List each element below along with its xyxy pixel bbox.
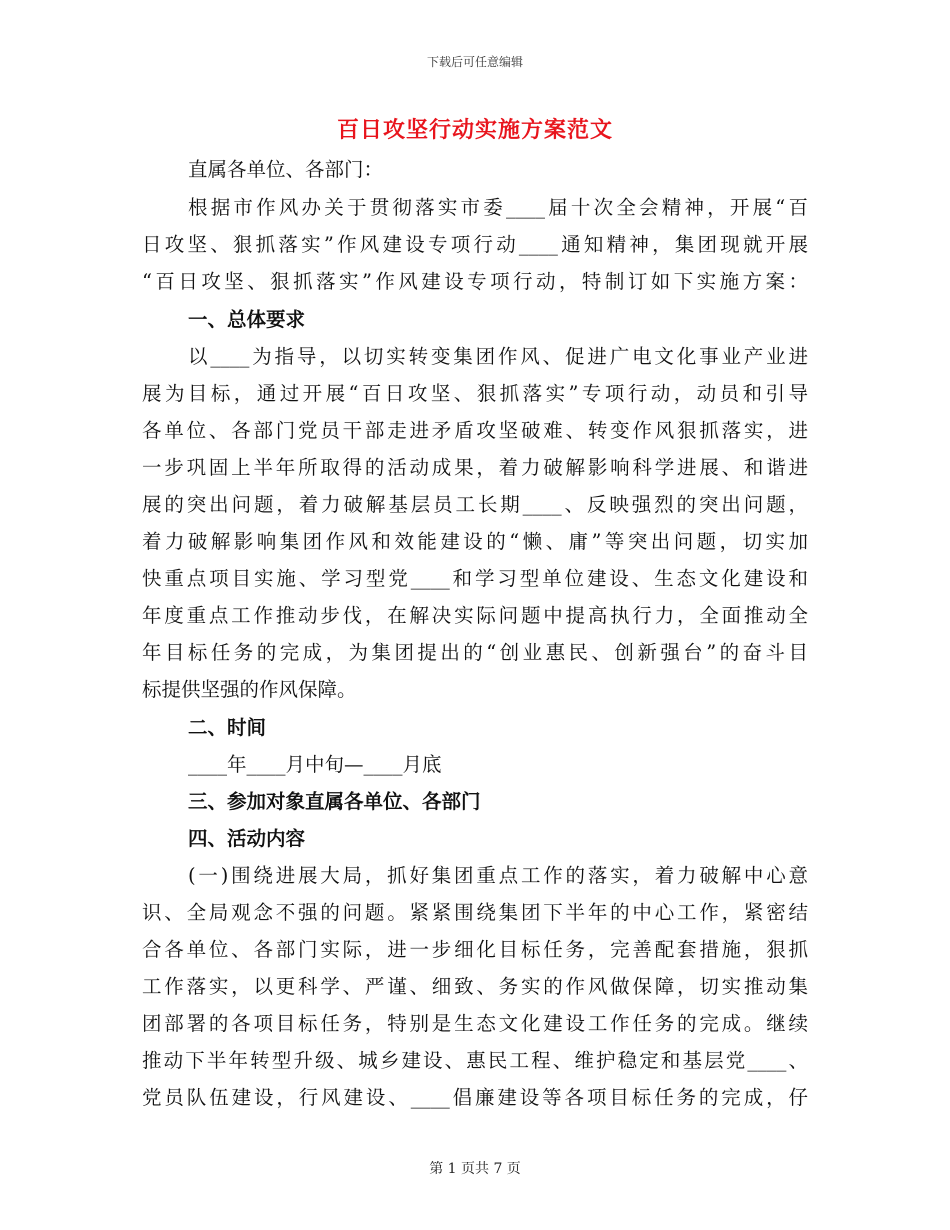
- paragraph-line: 快重点项目实施、学习型党____和学习型单位建设、生态文化建设和: [142, 567, 808, 590]
- paragraph-line: 党员队伍建设，行风建设、____倡廉建设等各项目标任务的完成，仔: [142, 1086, 808, 1109]
- paragraph-line: (一)围绕进展大局，抓好集团重点工作的落实，着力破解中心意: [188, 864, 808, 887]
- section-heading: 一、总体要求: [188, 308, 306, 331]
- paragraph-line: 展的突出问题，着力破解基层员工长期____、反映强烈的突出问题，: [142, 493, 808, 516]
- document-title: 百日攻坚行动实施方案范文: [336, 117, 613, 143]
- paragraph-line: 工作落实，以更科学、严谨、细致、务实的作风做保障，切实推动集: [142, 975, 808, 998]
- paragraph-line: 各单位、各部门党员干部走进矛盾攻坚破难、转变作风狠抓落实，进: [142, 419, 808, 442]
- paragraph-line: ____年____月中旬—____月底: [188, 753, 442, 776]
- paragraph-line: 根据市作风办关于贯彻落实市委____届十次全会精神，开展“百: [188, 196, 808, 219]
- paragraph-line: 展为目标，通过开展“百日攻坚、狠抓落实”专项行动，动员和引导: [142, 382, 808, 405]
- page-footer: 第 1 页共 7 页: [429, 1161, 521, 1177]
- section-heading: 四、活动内容: [188, 827, 306, 850]
- paragraph-line: 年目标任务的完成，为集团提出的“创业惠民、创新强台”的奋斗目: [142, 641, 808, 664]
- paragraph-line: 合各单位、各部门实际，进一步细化目标任务，完善配套措施，狠抓: [142, 938, 808, 961]
- paragraph-line: 推动下半年转型升级、城乡建设、惠民工程、维护稳定和基层党____、: [142, 1049, 808, 1072]
- paragraph-line: 以____为指导，以切实转变集团作风、促进广电文化事业产业进: [188, 345, 808, 368]
- section-heading: 三、参加对象直属各单位、各部门: [188, 790, 481, 813]
- paragraph-line: 标提供坚强的作风保障。: [142, 678, 357, 701]
- paragraph-line: 着力破解影响集团作风和效能建设的“懒、庸”等突出问题，切实加: [142, 530, 808, 553]
- paragraph-line: 一步巩固上半年所取得的活动成果，着力破解影响科学进展、和谐进: [142, 456, 808, 479]
- section-heading: 二、时间: [188, 716, 267, 739]
- paragraph-line: “百日攻坚、狠抓落实”作风建设专项行动，特制订如下实施方案：: [142, 270, 808, 293]
- paragraph-line: 识、全局观念不强的问题。紧紧围绕集团下半年的中心工作，紧密结: [142, 901, 808, 924]
- header-note: 下载后可任意编辑: [426, 55, 523, 69]
- salutation: 直属各单位、各部门：: [188, 158, 384, 181]
- paragraph-line: 年度重点工作推动步伐，在解决实际问题中提高执行力，全面推动全: [142, 604, 808, 627]
- paragraph-line: 团部署的各项目标任务，特别是生态文化建设工作任务的完成。继续: [142, 1012, 808, 1035]
- paragraph-line: 日攻坚、狠抓落实”作风建设专项行动____通知精神，集团现就开展: [142, 233, 808, 256]
